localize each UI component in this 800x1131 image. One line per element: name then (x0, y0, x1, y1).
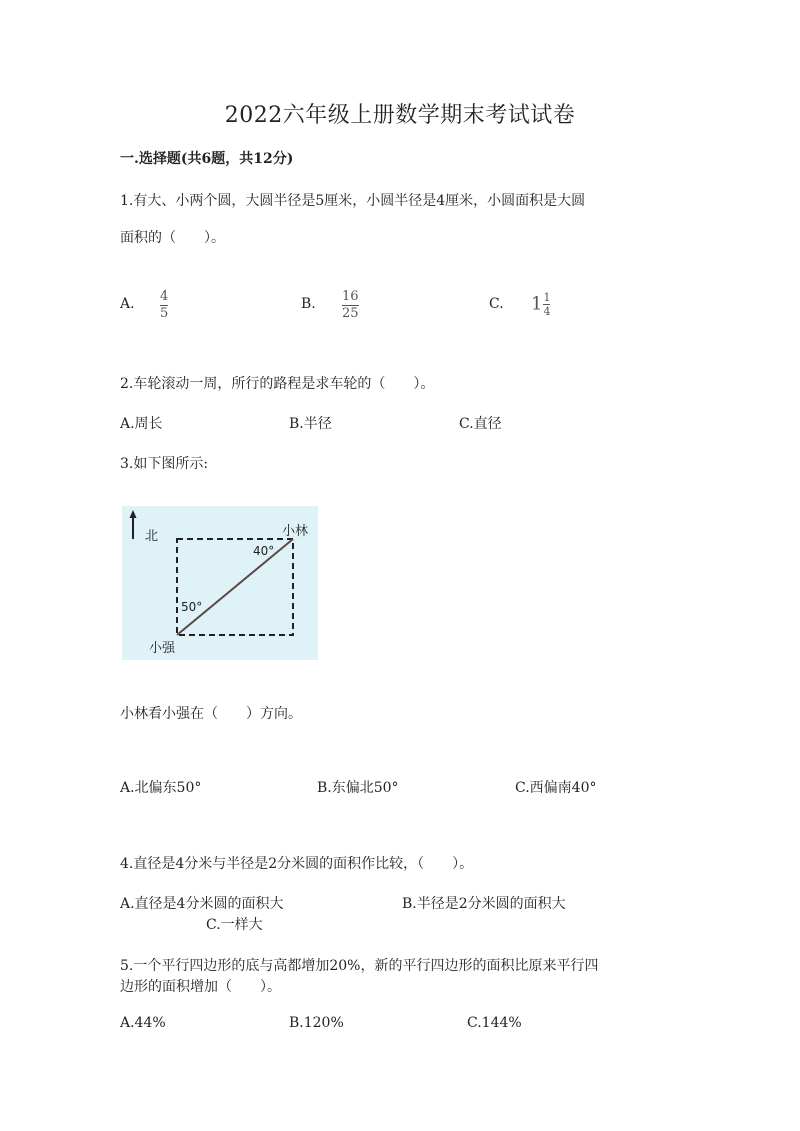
q3-option-a: A.北偏东50° (120, 780, 202, 796)
q4-option-b: B.半径是2分米圆的面积大 (402, 896, 566, 912)
question-1-line-2: 面积的（ ）。 (120, 230, 225, 246)
q3-option-b: B.东偏北50° (317, 780, 399, 796)
fraction-denominator: 25 (342, 306, 359, 321)
direction-figure (122, 506, 318, 660)
q2-option-c: C.直径 (459, 416, 502, 432)
question-3-prompt: 小林看小强在（ ）方向。 (120, 706, 302, 722)
angle-40-label: 40° (253, 544, 275, 558)
fraction-denominator: 5 (160, 306, 169, 321)
question-2-text: 2.车轮滚动一周，所行的路程是求车轮的（ ）。 (120, 376, 435, 392)
question-3-text: 3.如下图所示: (120, 456, 209, 472)
q1-option-a-fraction (160, 290, 168, 321)
q4-option-a: A.直径是4分米圆的面积大 (120, 896, 284, 912)
xiaolin-label: 小林 (282, 524, 309, 539)
q2-option-b: B.半径 (289, 416, 332, 432)
q5-option-a: A.44% (120, 1015, 166, 1031)
q5-option-c: C.144% (467, 1015, 522, 1031)
q1-option-a-label: A. (120, 296, 135, 312)
angle-50-label: 50° (181, 600, 203, 614)
q5-option-b: B.120% (289, 1015, 344, 1031)
fraction-numerator: 16 (342, 289, 359, 304)
question-4-text: 4.直径是4分米与半径是2分米圆的面积作比较，（ ）。 (120, 856, 474, 872)
direction-figure-svg (122, 506, 318, 660)
mixed-whole: 1 (531, 293, 543, 315)
question-5-line-1: 5.一个平行四边形的底与高都增加20%，新的平行四边形的面积比原来平行四 (120, 958, 599, 974)
q1-option-b-label: B. (301, 296, 316, 312)
question-1-line-1: 1.有大、小两个圆，大圆半径是5厘米，小圆半径是4厘米，小圆面积是大圆 (120, 193, 586, 209)
north-label: 北 (145, 529, 159, 544)
page-title: 2022六年级上册数学期末考试试卷 (224, 103, 576, 128)
section-heading: 一.选择题(共6题，共12分) (120, 151, 294, 167)
q1-option-c-mixed-number (531, 292, 550, 317)
q2-option-a: A.周长 (120, 416, 163, 432)
question-5-line-2: 边形的面积增加（ ）。 (120, 979, 281, 995)
q3-option-c: C.西偏南40° (515, 780, 597, 796)
mixed-fraction (543, 292, 550, 317)
fraction-numerator: 4 (160, 289, 169, 304)
q1-option-c-label: C. (489, 296, 504, 312)
xiaoqiang-label: 小强 (149, 641, 176, 656)
q4-option-c: C.一样大 (206, 917, 263, 933)
fraction-denominator: 4 (543, 305, 551, 318)
q1-option-b-fraction (342, 290, 359, 321)
fraction-numerator: 1 (543, 291, 551, 304)
